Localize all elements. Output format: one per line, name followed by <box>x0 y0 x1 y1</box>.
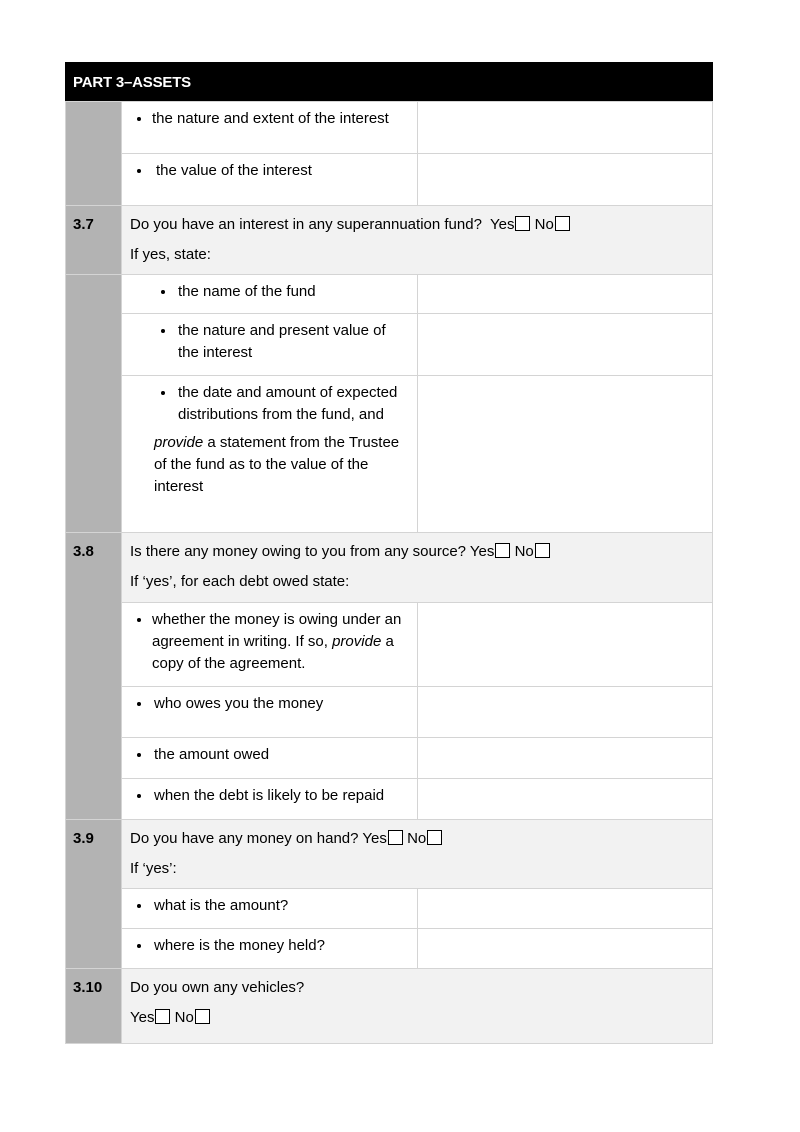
table-row <box>66 738 713 779</box>
question-number: 3.7 <box>66 206 122 275</box>
question-text: Do you own any vehicles? <box>130 979 305 996</box>
table-row <box>66 889 713 929</box>
yes-label: Yes <box>130 1009 155 1026</box>
list-item: where is the money held? <box>130 935 409 957</box>
answer-field[interactable] <box>418 154 713 206</box>
question-subtext: If ‘yes’: <box>130 860 177 877</box>
no-checkbox[interactable] <box>555 216 570 231</box>
question-number: 3.10 <box>66 969 122 1044</box>
item-emphasis: provide <box>332 633 382 650</box>
item-text-rest: a copy of the agreement. <box>152 633 394 672</box>
row-label <box>122 889 418 929</box>
question-number-cell <box>66 102 122 206</box>
answer-field[interactable] <box>418 102 713 154</box>
yes-label: Yes <box>490 216 515 233</box>
question-text: Do you have any money on hand? <box>130 830 359 847</box>
answer-field[interactable] <box>418 738 713 779</box>
list-item: the amount owed <box>130 744 409 766</box>
question-text-line <box>130 214 704 236</box>
row-label <box>122 738 418 779</box>
answer-field[interactable] <box>418 275 713 314</box>
list-item: the name of the fund <box>130 281 409 303</box>
answer-field[interactable] <box>418 314 713 376</box>
row-label <box>122 929 418 969</box>
question-text: Do you have an interest in any superannuation fund? <box>130 216 482 233</box>
table-row <box>66 376 713 533</box>
note-emphasis: provide <box>154 434 204 451</box>
list-item: the nature and present value of the interest <box>130 320 409 364</box>
row-label <box>122 102 418 154</box>
item-text: whether the money is owing under an agreement in writing. If so, <box>152 611 402 650</box>
question-subtext: If yes, state: <box>130 246 211 263</box>
answer-field[interactable] <box>418 687 713 738</box>
list-item <box>130 609 409 675</box>
list-item: what is the amount? <box>130 895 409 917</box>
table-row <box>66 929 713 969</box>
question-cell <box>122 206 713 275</box>
question-number: 3.9 <box>66 820 122 969</box>
question-number-cell <box>66 275 122 533</box>
row-label <box>122 687 418 738</box>
row-label <box>122 376 418 533</box>
no-label: No <box>514 543 534 560</box>
answer-field[interactable] <box>418 603 713 687</box>
question-cell <box>122 969 713 1044</box>
question-number: 3.8 <box>66 533 122 820</box>
yes-label: Yes <box>469 543 495 560</box>
table-row <box>66 314 713 376</box>
note-text: a statement from the Trustee of the fund as to the value of the interest <box>154 434 400 495</box>
assets-form <box>65 62 713 1044</box>
list-item: the nature and extent of the interest <box>130 108 409 130</box>
yes-no-line <box>130 1007 704 1029</box>
question-row <box>66 533 713 603</box>
list-item: the value of the interest <box>130 160 409 182</box>
row-label <box>122 275 418 314</box>
no-label: No <box>407 830 427 847</box>
table-row <box>66 687 713 738</box>
question-text-line <box>130 828 704 850</box>
answer-field[interactable] <box>418 376 713 533</box>
list-item: who owes you the money <box>130 693 409 715</box>
trustee-statement-note <box>130 432 409 498</box>
table-row <box>66 102 713 154</box>
row-label <box>122 154 418 206</box>
question-row <box>66 820 713 889</box>
table-row <box>66 603 713 687</box>
question-cell <box>122 533 713 603</box>
question-text: Is there any money owing to you from any source? <box>130 543 467 560</box>
answer-field[interactable] <box>418 889 713 929</box>
question-row <box>66 206 713 275</box>
yes-checkbox[interactable] <box>388 830 403 845</box>
question-subtext: If ‘yes’, for each debt owed state: <box>130 573 350 590</box>
yes-checkbox[interactable] <box>155 1009 170 1024</box>
no-checkbox[interactable] <box>535 543 550 558</box>
no-label: No <box>174 1009 194 1026</box>
table-row <box>66 779 713 820</box>
question-cell <box>122 820 713 889</box>
table-row <box>66 154 713 206</box>
section-header: PART 3–ASSETS <box>65 62 713 101</box>
list-item: the date and amount of expected distributions from the fund, and <box>130 382 409 426</box>
list-item: when the debt is likely to be repaid <box>130 785 409 807</box>
question-text-line <box>130 541 704 563</box>
no-checkbox[interactable] <box>195 1009 210 1024</box>
assets-table <box>65 101 713 1044</box>
yes-checkbox[interactable] <box>515 216 530 231</box>
row-label <box>122 779 418 820</box>
no-checkbox[interactable] <box>427 830 442 845</box>
yes-label: Yes <box>362 830 387 847</box>
row-label <box>122 603 418 687</box>
question-row <box>66 969 713 1044</box>
table-row <box>66 275 713 314</box>
no-label: No <box>534 216 554 233</box>
yes-checkbox[interactable] <box>495 543 510 558</box>
answer-field[interactable] <box>418 779 713 820</box>
answer-field[interactable] <box>418 929 713 969</box>
row-label <box>122 314 418 376</box>
